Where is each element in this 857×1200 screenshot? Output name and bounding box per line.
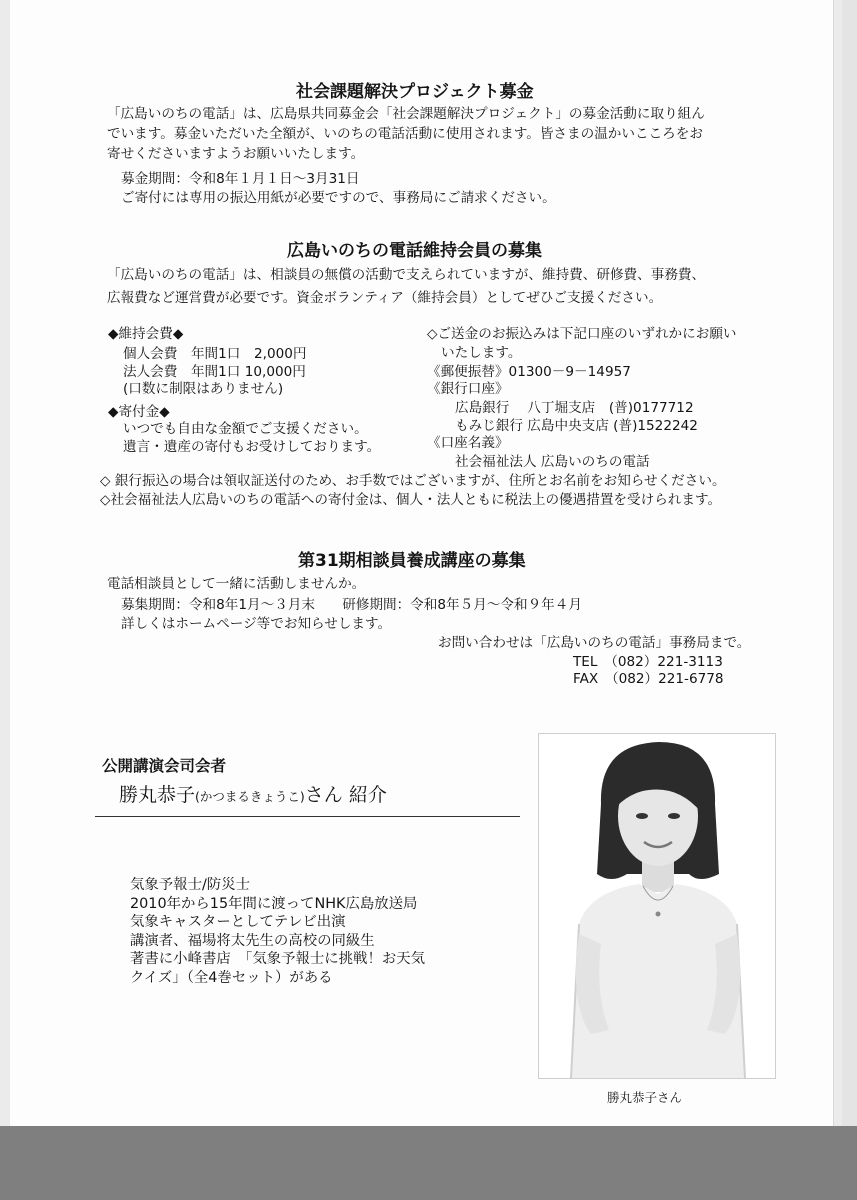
- training-line1: 電話相談員として一緒に活動しませんか。: [107, 576, 366, 592]
- mc-name: 勝丸恭子: [119, 784, 196, 806]
- account-name: 社会福祉法人 広島いのちの電話: [455, 454, 650, 470]
- transfer-line1: ◇ご送金のお振込みは下記口座のいずれかにお願い: [427, 326, 737, 342]
- contact-fax: FAX （082）221-6778: [573, 671, 724, 687]
- mc-heading: 公開講演会司会者: [102, 757, 227, 775]
- fee-heading: ◆維持会費◆: [108, 326, 184, 342]
- photo-caption: 勝丸恭子さん: [607, 1090, 683, 1105]
- members-title: 広島いのちの電話維持会員の募集: [287, 241, 542, 261]
- training-line2: 募集期間：令和8年1月～３月末 研修期間：令和8年５月～令和９年４月: [121, 597, 582, 613]
- mc-divider: [95, 816, 520, 817]
- bottom-bar: [0, 1126, 857, 1200]
- mc-bio-line: クイズ」（全4巻セット）がある: [130, 969, 333, 986]
- fund-period: 募金期間：令和8年１月１日～3月31日: [121, 171, 360, 187]
- mc-photo: [538, 733, 776, 1079]
- mc-bio-line: 気象予報士/防災士: [130, 877, 250, 893]
- bank-label: 《銀行口座》: [427, 381, 509, 397]
- fee-individual: 個人会費 年間1口 2,000円: [123, 346, 307, 362]
- page-edge: [842, 0, 857, 1126]
- fee-note: (口数に制限はありません): [123, 381, 284, 397]
- donation-line2: 遺言・遺産の寄付もお受けしております。: [123, 439, 381, 455]
- training-title: 第31期相談員養成講座の募集: [298, 551, 526, 571]
- contact-tel: TEL （082）221-3113: [573, 654, 723, 670]
- account-label: 《口座名義》: [427, 435, 509, 451]
- transfer-line2: いたします。: [441, 345, 522, 361]
- notice-tax: ◇社会福祉法人広島いのちの電話への寄付金は、個人・法人ともに税法上の優遇措置を受けられます。: [100, 492, 722, 508]
- fund-title: 社会課題解決プロジェクト募金: [296, 82, 534, 102]
- postal-account: 《郵便振替》01300－9－14957: [427, 364, 631, 380]
- members-body-line2: 広報費など運営費が必要です。資金ボランティア（維持会員）としてぜひご支援ください。: [107, 290, 663, 306]
- donation-heading: ◆寄付金◆: [108, 404, 170, 420]
- bank-account-2: もみじ銀行 広島中央支店 (普)1522242: [455, 418, 698, 434]
- mc-bio: [130, 876, 425, 987]
- mc-suffix: さん 紹介: [304, 784, 387, 806]
- mc-bio-line: 著書に小峰書店 「気象予報士に挑戦！お天気: [130, 951, 426, 967]
- mc-bio-line: 講演者、福場将太先生の高校の同級生: [130, 932, 375, 949]
- contact-line: お問い合わせは「広島いのちの電話」事務局まで。: [438, 635, 751, 651]
- members-body-line1: 「広島いのちの電話」は、相談員の無償の活動で支えられていますが、維持費、研修費、事務費、: [107, 267, 706, 283]
- fund-body-line2: でいます。募金いただいた全額が、いのちの電話活動に使用されます。皆さまの温かいこころをお: [107, 126, 703, 142]
- training-line3: 詳しくはホームページ等でお知らせします。: [121, 616, 392, 632]
- mc-bio-line: 気象キャスターとしてテレビ出演: [130, 914, 346, 930]
- mc-reading: (かつまるきょうこ): [195, 789, 305, 804]
- fund-body-line1: 「広島いのちの電話」は、広島県共同募金会「社会課題解決プロジェクト」の募金活動に取り組ん: [107, 106, 705, 122]
- fund-body-line3: 寄せくださいますようお願いいたします。: [107, 146, 365, 162]
- bank-account-1: 広島銀行 八丁堀支店 (普)0177712: [455, 400, 694, 416]
- mc-name-line: [119, 780, 387, 807]
- fund-note: ご寄付には専用の振込用紙が必要ですので、事務局にご請求ください。: [121, 190, 556, 206]
- fee-corporate: 法人会費 年間1口 10,000円: [123, 364, 306, 380]
- mc-portrait-illustration: [539, 734, 775, 1078]
- mc-bio-line: 2010年から15年間に渡ってNHK広島放送局: [130, 895, 418, 912]
- donation-line1: いつでも自由な金額でご支援ください。: [123, 421, 368, 437]
- notice-receipt: ◇ 銀行振込の場合は領収証送付のため、お手数ではございますが、住所とお名前をお知らせください。: [100, 473, 726, 489]
